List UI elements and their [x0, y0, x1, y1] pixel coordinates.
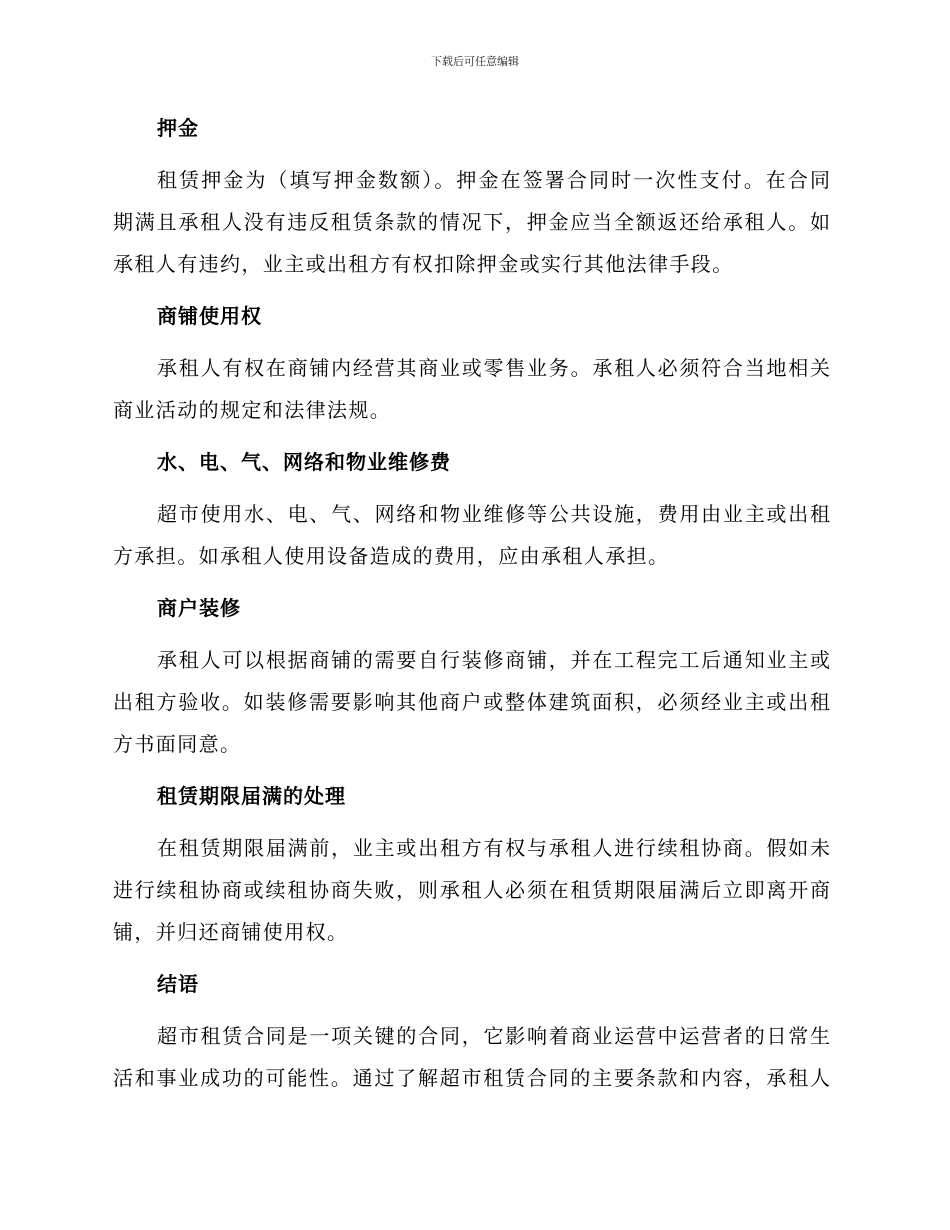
paragraph-line: 超市租赁合同是一项关键的合同，它影响着商业运营中运营者的日常生 — [157, 1024, 830, 1048]
paragraph-line: 租赁押金为（填写押金数额）。押金在签署合同时一次性支付。在合同 — [157, 168, 830, 192]
paragraph-line: 超市使用水、电、气、网络和物业维修等公共设施，费用由业主或出租 — [157, 502, 830, 526]
section-heading-deposit: 押金 — [157, 116, 199, 140]
paragraph-line: 进行续租协商或续租协商失败，则承租人必须在租赁期限届满后立即离开商 — [113, 878, 830, 902]
document-body — [113, 107, 830, 1109]
paragraph-line: 铺，并归还商铺使用权。 — [113, 920, 349, 944]
paragraph-line: 方书面同意。 — [113, 732, 242, 756]
page-header-note: 下载后可任意编辑 — [431, 55, 519, 68]
section-conclusion — [113, 963, 830, 1099]
section-heading-utilities-fees: 水、电、气、网络和物业维修费 — [157, 450, 451, 474]
paragraph-line: 承租人有违约，业主或出租方有权扣除押金或实行其他法律手段。 — [113, 252, 734, 276]
paragraph-deposit — [113, 159, 830, 285]
paragraph-line: 在租赁期限届满前，业主或出租方有权与承租人进行续租协商。假如未 — [157, 836, 830, 860]
paragraph-conclusion — [113, 1015, 830, 1099]
section-heading-conclusion: 结语 — [157, 972, 199, 996]
paragraph-line: 方承担。如承租人使用设备造成的费用，应由承租人承担。 — [113, 544, 670, 568]
section-shop-usage-right — [113, 295, 830, 431]
paragraph-lease-expiry — [113, 827, 830, 953]
section-tenant-renovation — [113, 587, 830, 765]
section-heading-shop-usage-right: 商铺使用权 — [157, 304, 262, 328]
paragraph-line: 期满且承租人没有违反租赁条款的情况下，押金应当全额返还给承租人。如 — [113, 210, 830, 234]
paragraph-line: 商业活动的规定和法律法规。 — [113, 398, 392, 422]
section-heading-lease-expiry: 租赁期限届满的处理 — [157, 784, 346, 808]
paragraph-shop-usage-right — [113, 347, 830, 431]
paragraph-utilities-fees — [113, 493, 830, 577]
paragraph-line: 活和事业成功的可能性。通过了解超市租赁合同的主要条款和内容，承租人 — [113, 1066, 830, 1090]
paragraph-tenant-renovation — [113, 639, 830, 765]
paragraph-line: 出租方验收。如装修需要影响其他商户或整体建筑面积，必须经业主或出租 — [113, 690, 830, 714]
paragraph-line: 承租人可以根据商铺的需要自行装修商铺，并在工程完工后通知业主或 — [157, 648, 830, 672]
section-deposit — [113, 107, 830, 285]
paragraph-line: 承租人有权在商铺内经营其商业或零售业务。承租人必须符合当地相关 — [157, 356, 830, 380]
section-lease-expiry — [113, 775, 830, 953]
section-heading-tenant-renovation: 商户装修 — [157, 596, 241, 620]
section-utilities-fees — [113, 441, 830, 577]
